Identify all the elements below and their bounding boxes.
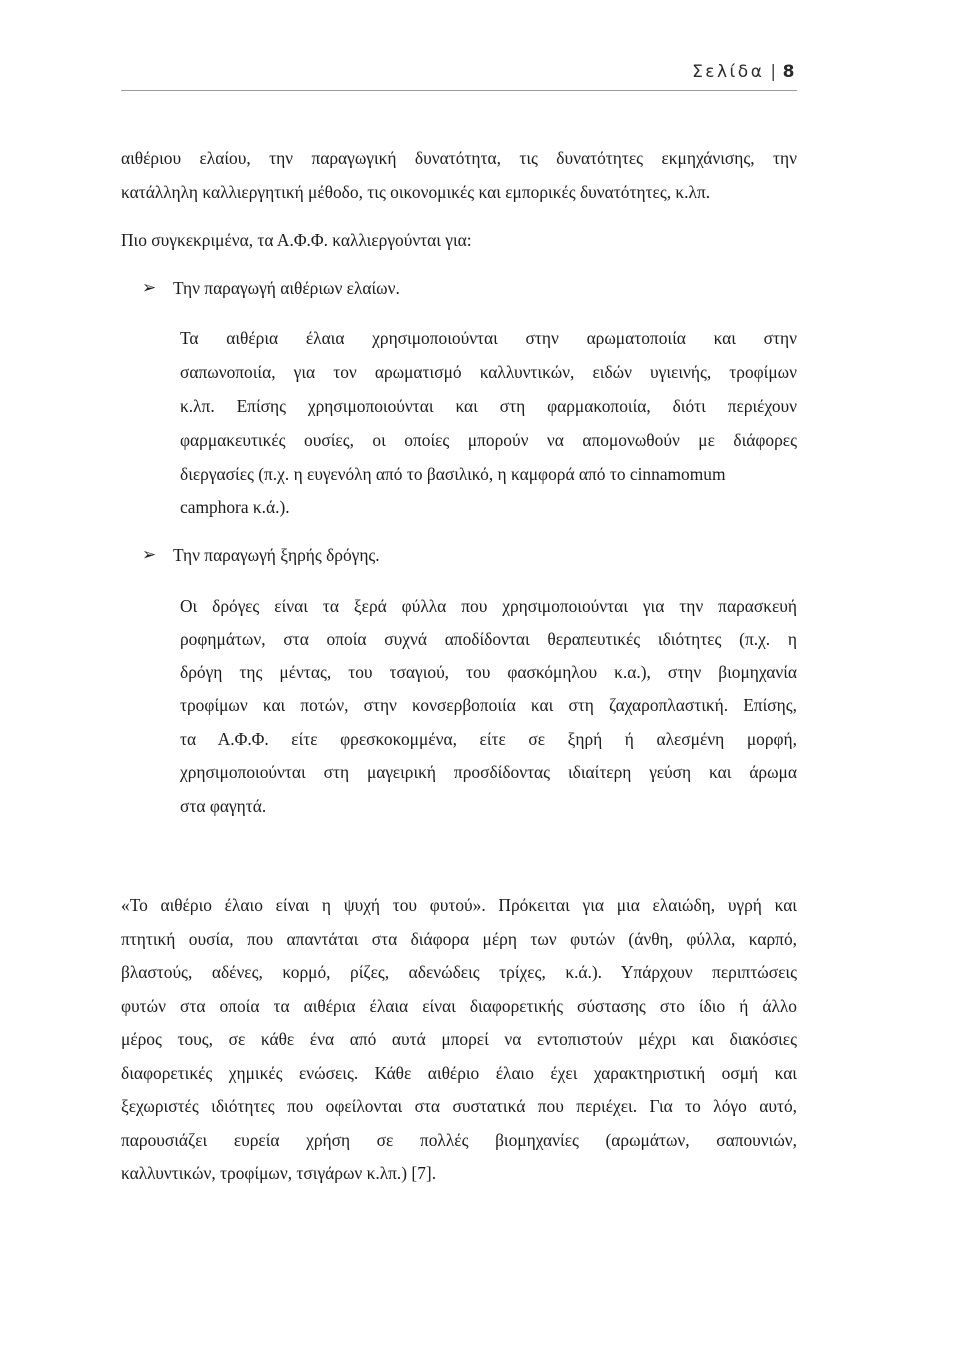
bullet-body-line: camphora κ.ά.). [180,497,290,517]
arrow-bullet-icon: ➢ [142,545,157,564]
page-label-text: Σελίδα [692,62,765,82]
paragraph-line: πτητική ουσία, που απαντάται στα διάφορα μέρη των φυτών (άνθη, φύλλα, καρπό, [121,929,797,949]
paragraph-line: καλλυντικών, τροφίμων, τσιγάρων κ.λπ.) [7]. [121,1163,437,1183]
paragraph-line: διαφορετικές χημικές ενώσεις. Κάθε αιθέριο έλαιο έχει χαρακτηριστική οσμή και [121,1063,797,1083]
bullet-body-line: δρόγη της μέντας, του τσαγιού, του φασκόμηλου κ.α.), στην βιομηχανία [180,662,797,682]
page-number-label [692,62,797,82]
bullet-body-line: κ.λπ. Επίσης χρησιμοποιούνται και στη φαρμακοποιία, διότι περιέχουν [180,396,797,416]
bullet-body-line: Τα αιθέρια έλαια χρησιμοποιούνται στην αρωματοποιία και στην [180,328,797,348]
paragraph-line: «Το αιθέριο έλαιο είναι η ψυχή του φυτού». Πρόκειται για μια ελαιώδη, υγρή και [121,895,797,915]
paragraph-line: κατάλληλη καλλιεργητική μέθοδο, τις οικονομικές και εμπορικές δυνατότητες, κ.λπ. [121,182,711,202]
bullet-body-line: φαρμακευτικές ουσίες, οι οποίες μπορούν να απομονωθούν με διάφορες [180,430,797,450]
bullet-body-line: διεργασίες (π.χ. η ευγενόλη από το βασιλικό, η καμφορά από το cinnamomum [180,464,726,484]
bullet-body-line: τροφίμων και ποτών, στην κονσερβοποιία και στη ζαχαροπλαστική. Επίσης, [180,695,797,715]
page-separator: | [770,62,779,82]
bullet-body-line: Οι δρόγες είναι τα ξερά φύλλα που χρησιμοποιούνται για την παρασκευή [180,596,797,616]
page-header [121,56,797,91]
bullet-heading: Την παραγωγή αιθέριων ελαίων. [173,278,400,298]
page-number: 8 [782,62,797,82]
bullet-body-line: χρησιμοποιούνται στη μαγειρική προσδίδοντας ιδιαίτερη γεύση και άρωμα [180,762,797,782]
bullet-body-line: ροφημάτων, στα οποία συχνά αποδίδονται θεραπευτικές ιδιότητες (π.χ. η [180,629,797,649]
paragraph-line: παρουσιάζει ευρεία χρήση σε πολλές βιομηχανίες (αρωμάτων, σαπουνιών, [121,1130,797,1150]
arrow-bullet-icon: ➢ [142,278,157,297]
paragraph-line: βλαστούς, αδένες, κορμό, ρίζες, αδενώδεις τρίχες, κ.ά.). Υπάρχουν περιπτώσεις [121,962,797,982]
bullet-body-line: τα Α.Φ.Φ. είτε φρεσκοκομμένα, είτε σε ξηρή ή αλεσμένη μορφή, [180,729,797,749]
bullet-body-line: σαπωνοποιία, για τον αρωματισμό καλλυντικών, ειδών υγιεινής, τροφίμων [180,362,797,382]
bullet-body-line: στα φαγητά. [180,796,267,816]
paragraph-line: φυτών στα οποία τα αιθέρια έλαια είναι διαφορετικής σύστασης στο ίδιο ή άλλο [121,996,797,1016]
paragraph-line: αιθέριου ελαίου, την παραγωγική δυνατότητα, τις δυνατότητες εκμηχάνισης, την [121,148,797,168]
bullet-heading: Την παραγωγή ξηρής δρόγης. [173,545,380,565]
paragraph-line: Πιο συγκεκριμένα, τα Α.Φ.Φ. καλλιεργούνται για: [121,230,472,250]
paragraph-line: ξεχωριστές ιδιότητες που οφείλονται στα συστατικά που περιέχει. Για το λόγο αυτό, [121,1096,797,1116]
paragraph-line: μέρος τους, σε κάθε ένα από αυτά μπορεί να εντοπιστούν μέχρι και διακόσιες [121,1029,797,1049]
